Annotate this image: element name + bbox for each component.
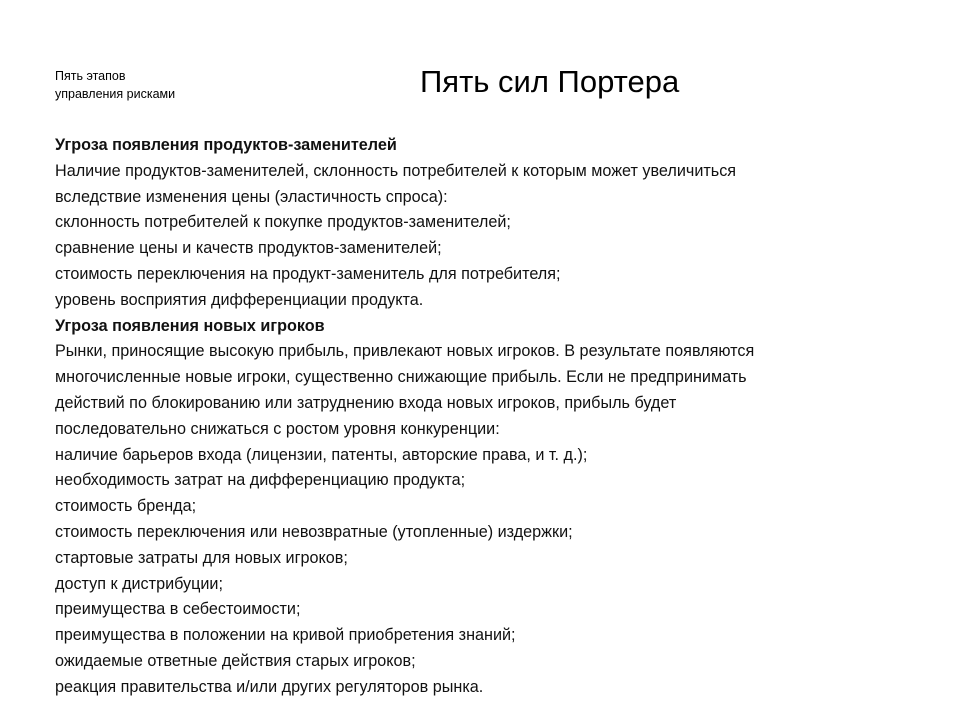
body-line: преимущества в себестоимости;: [55, 600, 301, 619]
slide-title: Пять сил Портера: [420, 64, 680, 99]
body-line: необходимость затрат на дифференциацию продукта;: [55, 471, 466, 490]
body-line: стоимость переключения или невозвратные (утопленные) издержки;: [55, 522, 573, 541]
body-line: многочисленные новые игроки, существенно снижающие прибыль. Если не предпринимать: [55, 368, 747, 387]
subtitle-line: управления рисками: [55, 87, 176, 101]
body-line: стоимость переключения на продукт-заменитель для потребителя;: [55, 264, 561, 283]
body-line: последовательно снижаться с ростом уровня конкуренции:: [55, 419, 500, 438]
body-line: стартовые затраты для новых игроков;: [55, 548, 348, 567]
body-line: наличие барьеров входа (лицензии, патенты, авторские права, и т. д.);: [55, 445, 588, 464]
body-line: вследствие изменения цены (эластичность спроса):: [55, 187, 448, 206]
body-line: доступ к дистрибуции;: [55, 574, 223, 593]
body-line: Наличие продуктов-заменителей, склонность потребителей к которым может увеличиться: [55, 161, 737, 180]
body-line: стоимость бренда;: [55, 497, 197, 516]
body-line: реакция правительства и/или других регуляторов рынка.: [55, 677, 484, 696]
body-line: склонность потребителей к покупке продуктов-заменителей;: [55, 213, 511, 232]
body-line: действий по блокированию или затруднению входа новых игроков, прибыль будет: [55, 393, 677, 412]
body-line: уровень восприятия дифференциации продукта.: [55, 290, 424, 309]
section-heading-substitutes: Угроза появления продуктов-заменителей: [55, 136, 397, 154]
body-line: сравнение цены и качеств продуктов-заменителей;: [55, 239, 442, 258]
body-line: Рынки, приносящие высокую прибыль, привлекают новых игроков. В результате появляются: [55, 342, 755, 361]
body-line: ожидаемые ответные действия старых игроков;: [55, 651, 416, 670]
slide-body: [55, 133, 935, 701]
subtitle-line: Пять этапов: [55, 69, 126, 83]
slide-subtitle: [55, 67, 175, 103]
body-line: преимущества в положении на кривой приобретения знаний;: [55, 626, 516, 645]
section-heading-new-entrants: Угроза появления новых игроков: [55, 316, 325, 335]
